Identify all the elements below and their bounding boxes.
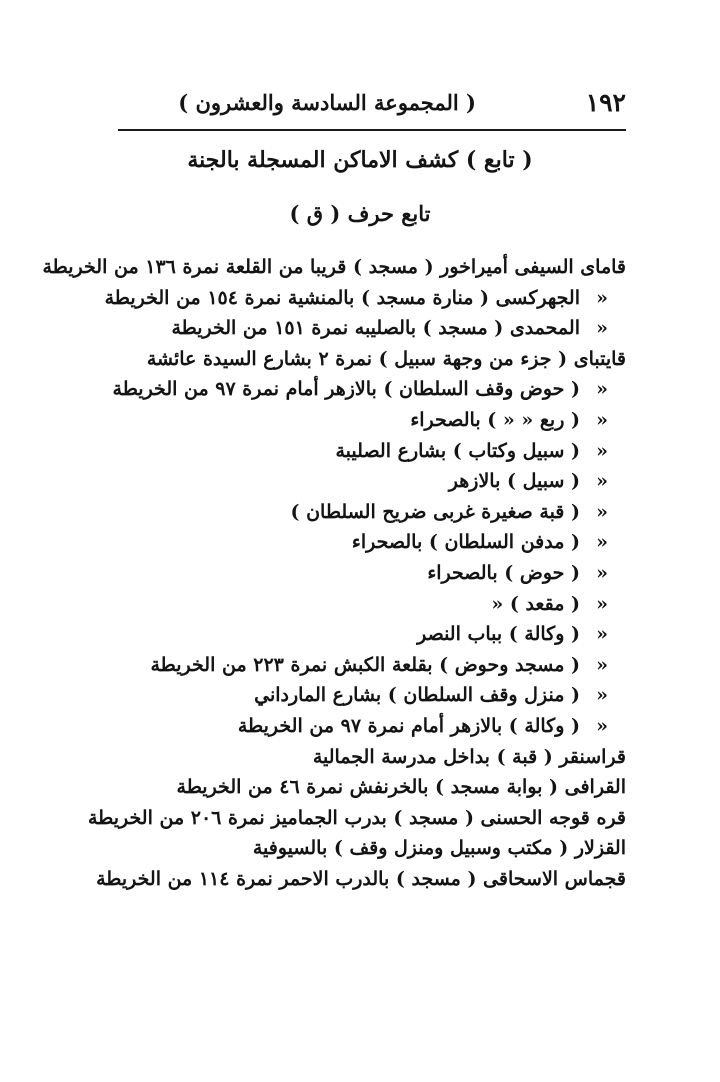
list-item (86, 558, 626, 589)
list-item (86, 772, 626, 803)
entry-text: ( وكالة ) بالازهر أمام نمرة ٩٧ من الخريطة (237, 714, 580, 737)
ditto-mark: « (596, 714, 608, 737)
ditto-mark: « (596, 623, 608, 646)
entry-text: ( مسجد وحوض ) بقلعة الكبش نمرة ٢٢٣ من الخريطة (150, 653, 580, 676)
list-item (86, 680, 626, 711)
ditto-mark: « (596, 500, 608, 523)
entry-text: الجهركسى ( منارة مسجد ) بالمنشية نمرة ١٥٤ من الخريطة (104, 286, 580, 309)
list-item (86, 833, 626, 864)
letter-subheading: تابع حرف ( ق ) (289, 201, 431, 226)
list-item (86, 344, 626, 375)
section-heading: ( تابع ) كشف الاماكن المسجلة بالجنة (187, 147, 533, 173)
list-item (86, 619, 626, 650)
ditto-mark: « (596, 378, 608, 401)
list-item (86, 650, 626, 681)
list-item (86, 864, 626, 895)
entry-text: القرافى ( بوابة مسجد ) بالخرنفش نمرة ٤٦ من الخريطة (176, 776, 626, 799)
list-item (86, 466, 626, 497)
entry-text: ( وكالة ) بباب النصر (417, 623, 580, 646)
entry-text: القزلار ( مكتب وسبيل ومنزل وقف ) بالسيوفية (252, 837, 626, 860)
entry-text: قراسنقر ( قبة ) بداخل مدرسة الجمالية (312, 745, 626, 768)
entry-text: ( منزل وقف السلطان ) بشارع المارداني (254, 684, 580, 707)
list-item (42, 252, 626, 283)
entry-text: ( سبيل وكتاب ) بشارع الصليبة (335, 439, 580, 462)
list-item (86, 589, 626, 620)
entry-text: ( سبيل ) بالازهر (448, 470, 580, 493)
ditto-mark: « (596, 531, 608, 554)
ditto-mark: « (596, 317, 608, 340)
running-title: ( المجموعة السادسة والعشرون ) (178, 90, 476, 115)
entry-text: المحمدى ( مسجد ) بالصليبه نمرة ١٥١ من الخريطة (171, 317, 580, 340)
list-item (86, 405, 626, 436)
ditto-mark: « (596, 470, 608, 493)
entry-text: قايتباى ( جزء من وجهة سبيل ) نمرة ٢ بشارع السيدة عائشة (146, 347, 626, 370)
list-item (86, 527, 626, 558)
entry-text: ( ربع « « ) بالصحراء (410, 408, 580, 431)
list-item (86, 374, 626, 405)
list-item (86, 742, 626, 773)
entry-text: ( حوض ) بالصحراء (427, 561, 580, 584)
list-item (86, 497, 626, 528)
list-item (86, 436, 626, 467)
page-header (118, 88, 626, 128)
ditto-mark: « (596, 684, 608, 707)
ditto-mark: « (596, 561, 608, 584)
entry-text: قره قوجه الحسنى ( مسجد ) بدرب الجماميز نمرة ٢٠٦ من الخريطة (88, 806, 626, 829)
entry-text: ( قبة صغيرة غربى ضريح السلطان ) (290, 500, 580, 523)
ditto-mark: « (596, 439, 608, 462)
entry-text: ( حوض وقف السلطان ) بالازهر أمام نمرة ٩٧ من الخريطة (112, 378, 580, 401)
entries-list (42, 252, 626, 894)
list-item (86, 283, 626, 314)
ditto-mark: « (596, 653, 608, 676)
entry-text: قاماى السيفى أميراخور ( مسجد ) قريبا من القلعة نمرة ١٣٦ من الخريطة (42, 256, 626, 278)
entry-text: قجماس الاسحاقى ( مسجد ) بالدرب الاحمر نمرة ١١٤ من الخريطة (96, 867, 626, 890)
header-divider (118, 129, 626, 131)
list-item (86, 711, 626, 742)
page-number: ١٩٢ (585, 88, 626, 117)
ditto-mark: « (596, 286, 608, 309)
ditto-mark: « (596, 408, 608, 431)
list-item (86, 313, 626, 344)
entry-text: ( مدفن السلطان ) بالصحراء (351, 531, 580, 554)
entry-text: ( مقعد ) « (491, 592, 580, 615)
list-item (86, 803, 626, 834)
ditto-mark: « (596, 592, 608, 615)
